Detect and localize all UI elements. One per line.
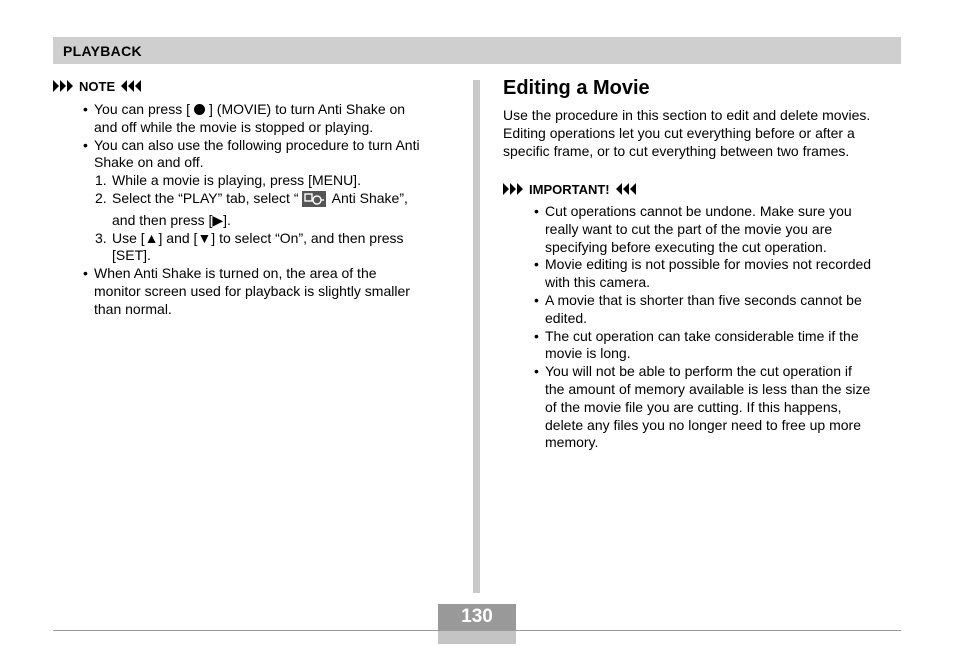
important-text: edited. [545,309,588,326]
step-item [53,190,453,230]
important-text: Cut operations cannot be undone. Make sure you [545,203,852,219]
intro-line: specific frame, or to cut everything between two frames. [503,143,850,159]
note-text: and off while the movie is stopped or playing. [94,118,374,135]
important-text: memory. [545,434,599,451]
important-text: with this camera. [545,274,651,291]
list-item [53,137,453,173]
step-text: and then press [▶]. [112,211,231,228]
step-number: 1. [95,172,107,189]
page-number-base [438,630,516,644]
intro-line: Editing operations let you cut everything before or after a [503,125,855,141]
list-item [503,203,903,256]
important-text: You will not be able to perform the cut operation if [545,363,852,380]
footer-rule [53,630,901,631]
step-item [53,230,453,266]
triple-left-arrow-icon [616,183,636,195]
list-item [53,101,453,137]
important-text: The cut operation can take considerable time if the [545,327,859,344]
triple-right-arrow-icon [503,183,523,195]
step-number: 3. [95,229,107,246]
bullet: • [83,101,88,117]
editing-section [503,76,903,452]
movie-circle-icon [194,104,205,115]
bullet: • [534,203,539,219]
important-text: delete any files you no longer need to free up more [545,416,861,433]
column-divider [473,80,480,593]
important-text: really want to cut the part of the movie you are [545,220,833,237]
note-text: You can press [ [94,101,190,117]
bullet: • [83,136,88,153]
important-text: of the movie file you are cutting. If this happens, [545,398,842,415]
section-title: PLAYBACK [63,43,142,59]
note-text: You can also use the following procedure to turn Anti [94,136,420,153]
step-text: [SET]. [112,247,151,264]
list-item [503,292,903,328]
page-title: Editing a Movie [503,77,650,99]
anti-shake-icon [302,191,326,212]
important-text: A movie that is shorter than five seconds cannot be [545,291,862,308]
triple-left-arrow-icon [121,80,141,92]
intro-line: Use the procedure in this section to edit and delete movies. [503,107,871,123]
note-text: monitor screen used for playback is slightly smaller [94,282,410,299]
list-item [503,256,903,292]
bullet: • [534,363,539,380]
note-text: ] (MOVIE) to turn Anti Shake on [209,101,406,117]
triple-right-arrow-icon [53,80,73,92]
note-column [53,77,453,319]
note-heading [53,77,453,95]
note-text: When Anti Shake is turned on, the area of the [94,265,377,282]
step-number: 2. [95,189,107,206]
step-text: While a movie is playing, press [MENU]. [112,172,361,189]
step-text: Select the “PLAY” tab, select “ [112,189,299,206]
step-text: Anti Shake”, [328,189,408,206]
note-text: Shake on and off. [94,154,204,171]
note-steps [53,172,453,265]
note-text: than normal. [94,300,172,317]
important-text: specifying before executing the cut operation. [545,238,827,255]
note-list [53,101,453,172]
important-label: IMPORTANT! [529,181,610,197]
important-heading [503,180,903,198]
bullet: • [534,291,539,308]
important-text: the amount of memory available is less than the size [545,380,871,397]
important-list [503,203,903,452]
bullet: • [534,256,539,273]
step-text: Use [▲] and [▼] to select “On”, and then press [112,229,404,246]
list-item [503,363,903,452]
header-bar [53,37,901,64]
bullet: • [534,327,539,344]
intro-paragraph [503,106,903,160]
bullet: • [83,265,88,282]
page-number: 130 [438,604,516,630]
note-list [53,265,453,318]
list-item [53,265,453,318]
list-item [503,328,903,364]
important-text: movie is long. [545,345,631,362]
important-text: Movie editing is not possible for movies not recorded [545,256,872,273]
note-label: NOTE [79,78,116,94]
page-number-box [438,604,516,644]
step-item [53,172,453,190]
